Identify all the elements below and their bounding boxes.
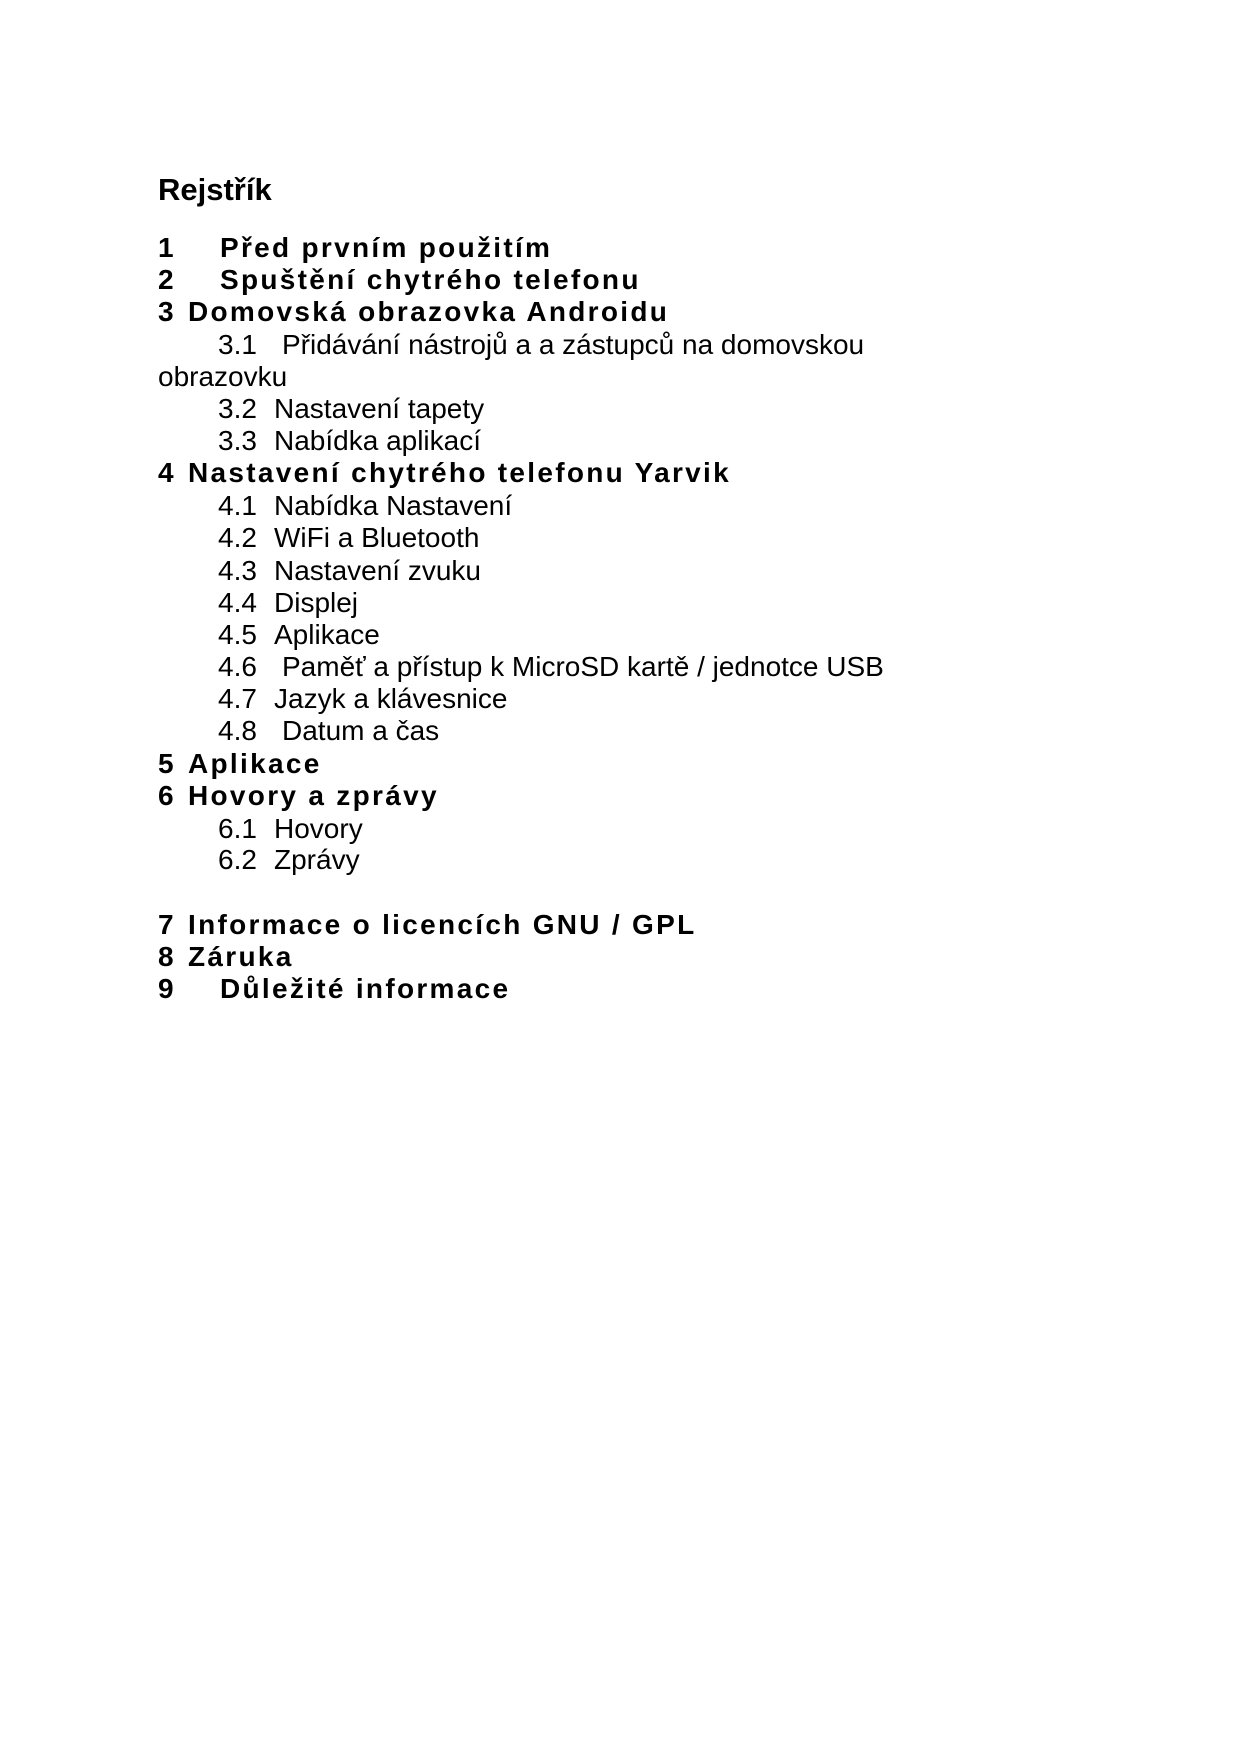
toc-section-4-6 [0, 651, 1100, 683]
toc-chapter-9 [0, 973, 1100, 1005]
toc-section-title: Hovory [274, 813, 363, 844]
toc-section-number: 3.2 [218, 393, 257, 424]
toc-section-title: Datum a čas [282, 715, 440, 746]
toc-section-title: Aplikace [274, 619, 380, 650]
toc-chapter-title: Záruka [188, 941, 294, 972]
toc-section-4-8 [0, 715, 1100, 747]
toc-section-title: Přidávání nástrojů a a zástupců na domovskou [282, 329, 865, 360]
toc-section-title-continuation: obrazovku [158, 361, 288, 392]
toc-chapter-title: Domovská obrazovka Androidu [188, 296, 670, 327]
toc-section-title: Zprávy [274, 844, 360, 875]
toc-section-3-2 [0, 393, 1100, 425]
toc-chapter-title: Informace o licencích GNU / GPL [188, 909, 697, 940]
toc-chapter-1 [0, 232, 1100, 264]
toc-section-number: 4.1 [218, 490, 257, 521]
toc-chapter-number: 9 [158, 973, 176, 1004]
toc-section-number: 3.1 [218, 329, 257, 360]
toc-chapter-number: 8 [158, 941, 176, 972]
toc-chapter-number: 5 [158, 748, 176, 779]
toc-section-number: 4.6 [218, 651, 257, 682]
toc-chapter-number: 4 [158, 457, 176, 488]
toc-section-title: Displej [274, 587, 359, 618]
toc-chapter-5 [0, 748, 1100, 780]
toc-section-3-1 [0, 329, 1100, 361]
toc-chapter-number: 6 [158, 780, 176, 811]
page-title: Rejstřík [158, 172, 272, 207]
toc-section-4-1 [0, 490, 1100, 522]
toc-section-title: Nabídka Nastavení [274, 490, 513, 521]
toc-section-6-1 [0, 813, 1100, 845]
toc-chapter-title: Spuštění chytrého telefonu [220, 264, 641, 295]
toc-chapter-title: Hovory a zprávy [188, 780, 439, 811]
toc-chapter-4 [0, 457, 1100, 489]
toc-section-6-2 [0, 844, 1100, 876]
toc-section-number: 4.5 [218, 619, 257, 650]
toc-section-4-3 [0, 555, 1100, 587]
toc-section-title: Jazyk a klávesnice [274, 683, 508, 714]
toc-section-4-2 [0, 522, 1100, 554]
toc-chapter-title: Před prvním použitím [220, 232, 553, 263]
toc-section-number: 3.3 [218, 425, 257, 456]
toc-chapter-title: Aplikace [188, 748, 322, 779]
toc-section-number: 4.4 [218, 587, 257, 618]
toc-section-title: Paměť a přístup k MicroSD kartě / jednotce USB [282, 651, 884, 682]
toc-chapter-7 [0, 909, 1100, 941]
toc-chapter-6 [0, 780, 1100, 812]
toc-section-number: 4.8 [218, 715, 257, 746]
toc-section-3-3 [0, 425, 1100, 457]
toc-chapter-number: 2 [158, 264, 176, 295]
toc-section-4-4 [0, 587, 1100, 619]
toc-chapter-3 [0, 296, 1100, 328]
toc-chapter-8 [0, 941, 1100, 973]
toc-section-title: Nabídka aplikací [274, 425, 482, 456]
toc-chapter-2 [0, 264, 1100, 296]
toc-section-4-7 [0, 683, 1100, 715]
toc-section-number: 6.2 [218, 844, 257, 875]
toc-section-title: Nastavení tapety [274, 393, 485, 424]
toc-chapter-number: 7 [158, 909, 176, 940]
toc-section-number: 4.3 [218, 555, 257, 586]
toc-section-title: Nastavení zvuku [274, 555, 481, 586]
toc-chapter-title: Důležité informace [220, 973, 511, 1004]
toc-chapter-title: Nastavení chytrého telefonu Yarvik [188, 457, 731, 488]
toc-section-number: 4.7 [218, 683, 257, 714]
toc-section-4-5 [0, 619, 1100, 651]
toc-chapter-number: 1 [158, 232, 176, 263]
toc-chapter-number: 3 [158, 296, 176, 327]
toc-section-number: 4.2 [218, 522, 257, 553]
toc-section-title: WiFi a Bluetooth [274, 522, 480, 553]
toc-section-number: 6.1 [218, 813, 257, 844]
toc-section-3-1-continuation [0, 361, 1100, 393]
